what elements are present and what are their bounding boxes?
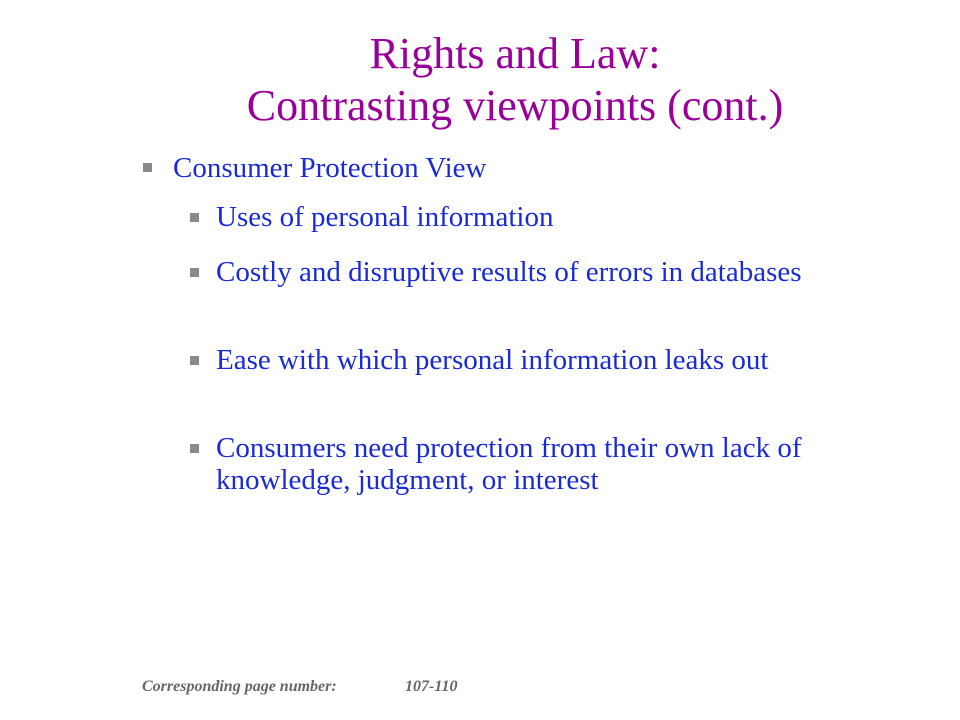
square-bullet-icon	[143, 163, 152, 172]
sub-bullet-text: Uses of personal information	[216, 201, 554, 233]
footer-page-numbers: 107-110	[405, 678, 458, 695]
sub-bullet-text: Ease with which personal information leaks out	[216, 344, 769, 376]
square-bullet-icon	[190, 444, 199, 453]
bullet-heading-text: Consumer Protection View	[173, 152, 487, 184]
title-line-2: Contrasting viewpoints (cont.)	[246, 81, 784, 130]
sub-bullet-text: Costly and disruptive results of errors in databases	[216, 256, 802, 288]
footer-label: Corresponding page number:	[142, 678, 337, 695]
title-line-1: Rights and Law:	[369, 29, 661, 78]
square-bullet-icon	[190, 268, 199, 277]
square-bullet-icon	[190, 356, 199, 365]
square-bullet-icon	[190, 213, 199, 222]
sub-bullet-text: Consumers need protection from their own lack of knowledge, judgment, or interest	[216, 432, 802, 496]
